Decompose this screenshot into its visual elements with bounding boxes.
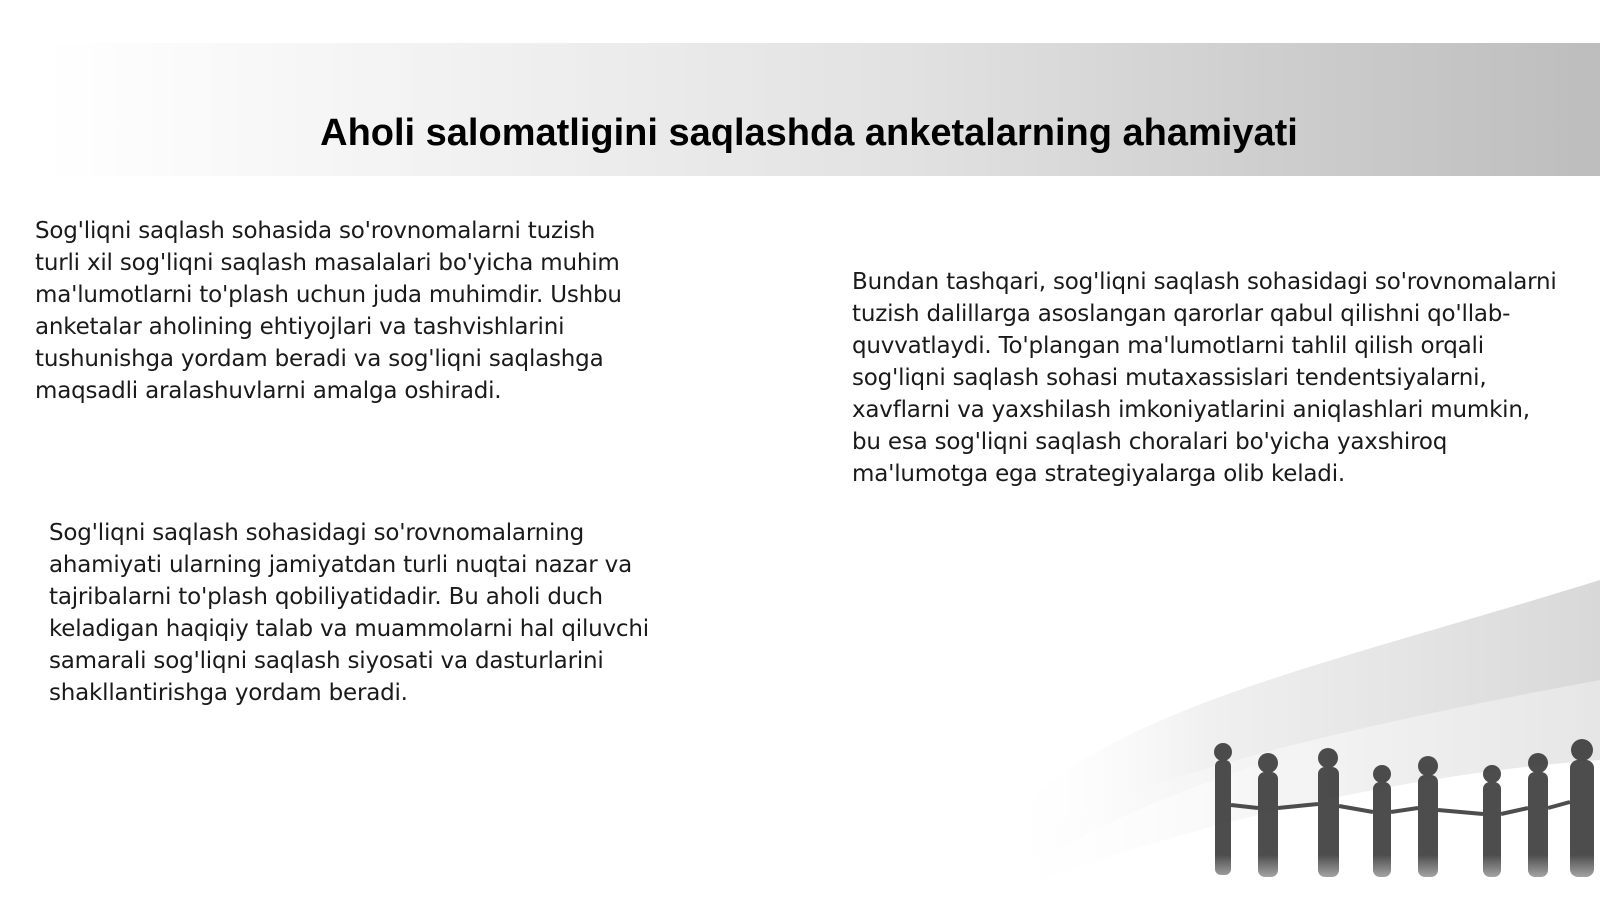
paragraph-1: Sog'liqni saqlash sohasida so'rovnomalarni tuzish turli xil sog'liqni saqlash masalalari bo'yicha muhim ma'lumotlarni to'plash uchun juda muhimdir. Ushbu anketalar aholining ehtiyojlari va tashvishlarini tushunishga yordam beradi va sog'liqni saqlashga maqsadli aralashuvlarni amalga oshiradi. [35, 218, 622, 404]
title-band [44, 43, 1600, 176]
paragraph-2: Sog'liqni saqlash sohasidagi so'rovnomalarning ahamiyati ularning jamiyatdan turli nuqtai nazar va tajribalarni to'plash qobiliyatidadir. Bu aholi duch keladigan haqiqiy talab va muammolarni hal qiluvchi samarali sog'liqni saqlash siyosati va dasturlarini shakllantirishga yordam beradi. [49, 520, 649, 706]
paragraph-3: Bundan tashqari, sog'liqni saqlash sohasidagi so'rovnomalarni tuzish dalillarga asoslangan qarorlar qabul qilishni qo'llab-quvvatlaydi. To'plangan ma'lumotlarni tahlil qilish orqali sog'liqni saqlash sohasi mutaxassislari tendentsiyalarni, xavflarni va yaxshilash imkoniyatlarini aniqlashlari mumkin, bu esa sog'liqni saqlash choralari bo'yicha yaxshiroq ma'lumotga ega strategiyalarga olib keladi. [852, 269, 1557, 487]
slide-title: Aholi salomatligini saqlashda anketalarning ahamiyati [320, 112, 1298, 154]
people-holding-hands-image [980, 560, 1600, 900]
